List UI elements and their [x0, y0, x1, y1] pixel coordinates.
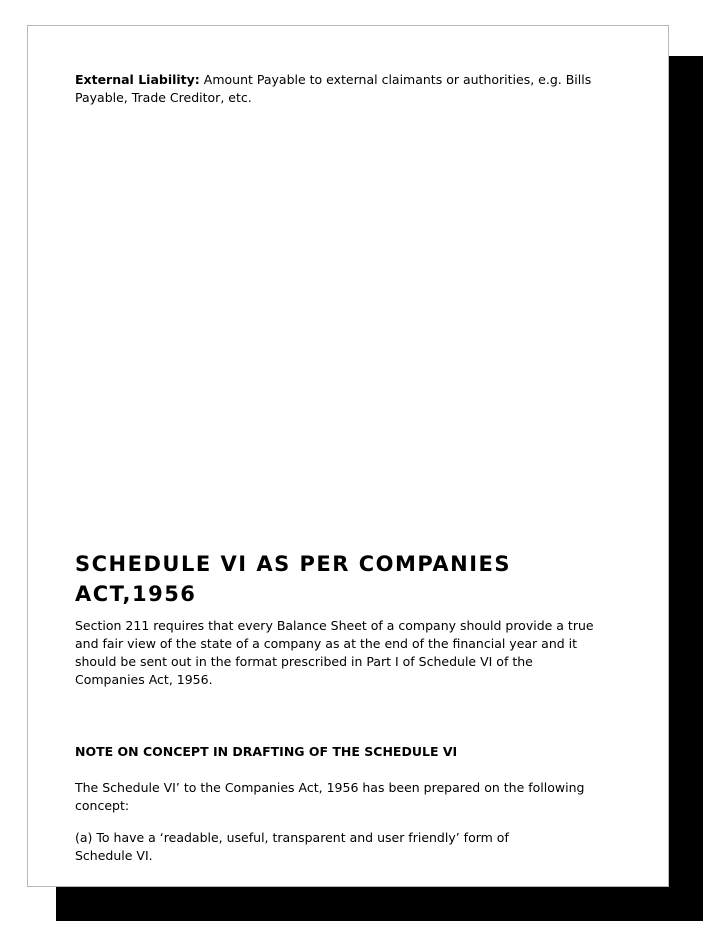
heading-line2: ACT,1956: [75, 582, 197, 606]
schedule-vi-heading: [75, 549, 635, 609]
concept-paragraph: [75, 779, 615, 815]
external-liability-definition-line2: Payable, Trade Creditor, etc.: [75, 90, 252, 105]
section-211-paragraph: [75, 617, 615, 689]
section-211-line: should be sent out in the format prescribed in Part I of Schedule VI of the: [75, 654, 533, 669]
external-liability-term: External Liability:: [75, 72, 200, 87]
external-liability-definition-line1: Amount Payable to external claimants or authorities, e.g. Bills: [199, 72, 592, 87]
heading-line1: SCHEDULE VI AS PER COMPANIES: [75, 552, 511, 576]
concept-line: The Schedule VI’ to the Companies Act, 1956 has been prepared on the following: [75, 780, 585, 795]
section-211-line: Companies Act, 1956.: [75, 672, 213, 687]
document-page: [27, 25, 669, 887]
section-211-line: Section 211 requires that every Balance Sheet of a company should provide a true: [75, 618, 594, 633]
concept-line: concept:: [75, 798, 130, 813]
item-a-line: Schedule VI.: [75, 848, 153, 863]
note-heading: NOTE ON CONCEPT IN DRAFTING OF THE SCHEDULE VI: [75, 744, 458, 759]
section-211-line: and fair view of the state of a company as at the end of the financial year and it: [75, 636, 578, 651]
item-a-paragraph: [75, 829, 615, 865]
external-liability-paragraph: [75, 71, 615, 107]
item-a-line: (a) To have a ‘readable, useful, transparent and user friendly’ form of: [75, 830, 509, 845]
